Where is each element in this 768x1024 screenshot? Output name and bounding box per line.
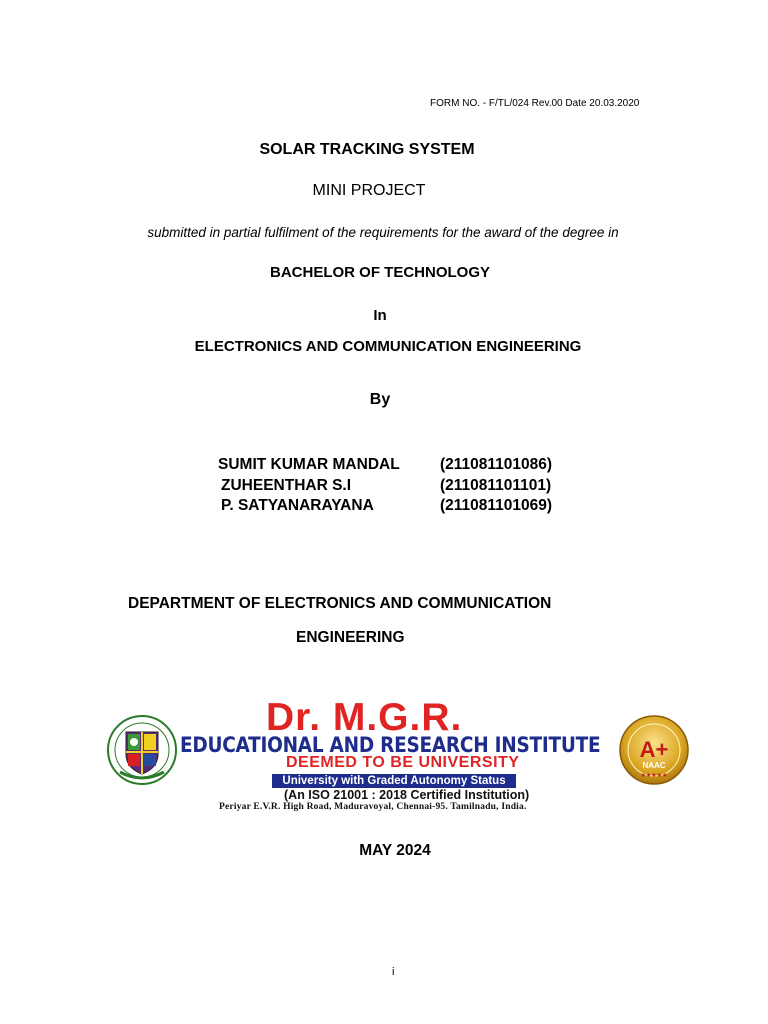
student-name: ZUHEENTHAR S.I (221, 477, 352, 494)
student-register-number: (211081101069) (440, 497, 553, 514)
institute-logo-banner (106, 696, 691, 820)
naac-grade: A+ (639, 737, 669, 762)
institute-address: Periyar E.V.R. High Road, Maduravoyal, Chennai-95. Tamilnadu, India. (219, 802, 527, 812)
university-status: DEEMED TO BE UNIVERSITY (286, 754, 520, 771)
student-register-number: (211081101086) (440, 456, 553, 473)
degree-name: BACHELOR OF TECHNOLOGY (270, 264, 490, 281)
student-name: SUMIT KUMAR MANDAL (218, 456, 400, 473)
svg-text:★★★★★: ★★★★★ (640, 773, 668, 779)
form-number: FORM NO. - F/TL/024 Rev.00 Date 20.03.2020 (430, 98, 640, 109)
institute-seal-icon (106, 714, 178, 786)
naac-label: NAAC (642, 761, 666, 770)
submission-statement: submitted in partial fulfilment of the requirements for the award of the degree in (147, 225, 619, 240)
department-name-line2: ENGINEERING (296, 629, 405, 646)
submission-date: MAY 2024 (359, 842, 431, 859)
project-title: SOLAR TRACKING SYSTEM (259, 141, 475, 158)
institute-full-name: EDUCATIONAL AND RESEARCH INSTITUTE (180, 733, 601, 758)
branch-name: ELECTRONICS AND COMMUNICATION ENGINEERING (194, 338, 582, 355)
in-label: In (373, 307, 387, 324)
page-number: i (392, 966, 395, 978)
student-register-number: (211081101101) (440, 477, 552, 494)
naac-accreditation-seal-icon (618, 714, 690, 786)
iso-certification: (An ISO 21001 : 2018 Certified Institution) (284, 788, 530, 802)
institute-name: Dr. M.G.R. (266, 696, 463, 739)
department-name-line1: DEPARTMENT OF ELECTRONICS AND COMMUNICATION (128, 595, 552, 612)
student-name: P. SATYANARAYANA (221, 497, 374, 514)
project-type: MINI PROJECT (312, 182, 426, 199)
autonomy-status-badge: University with Graded Autonomy Status (272, 774, 516, 788)
by-label: By (369, 391, 391, 408)
